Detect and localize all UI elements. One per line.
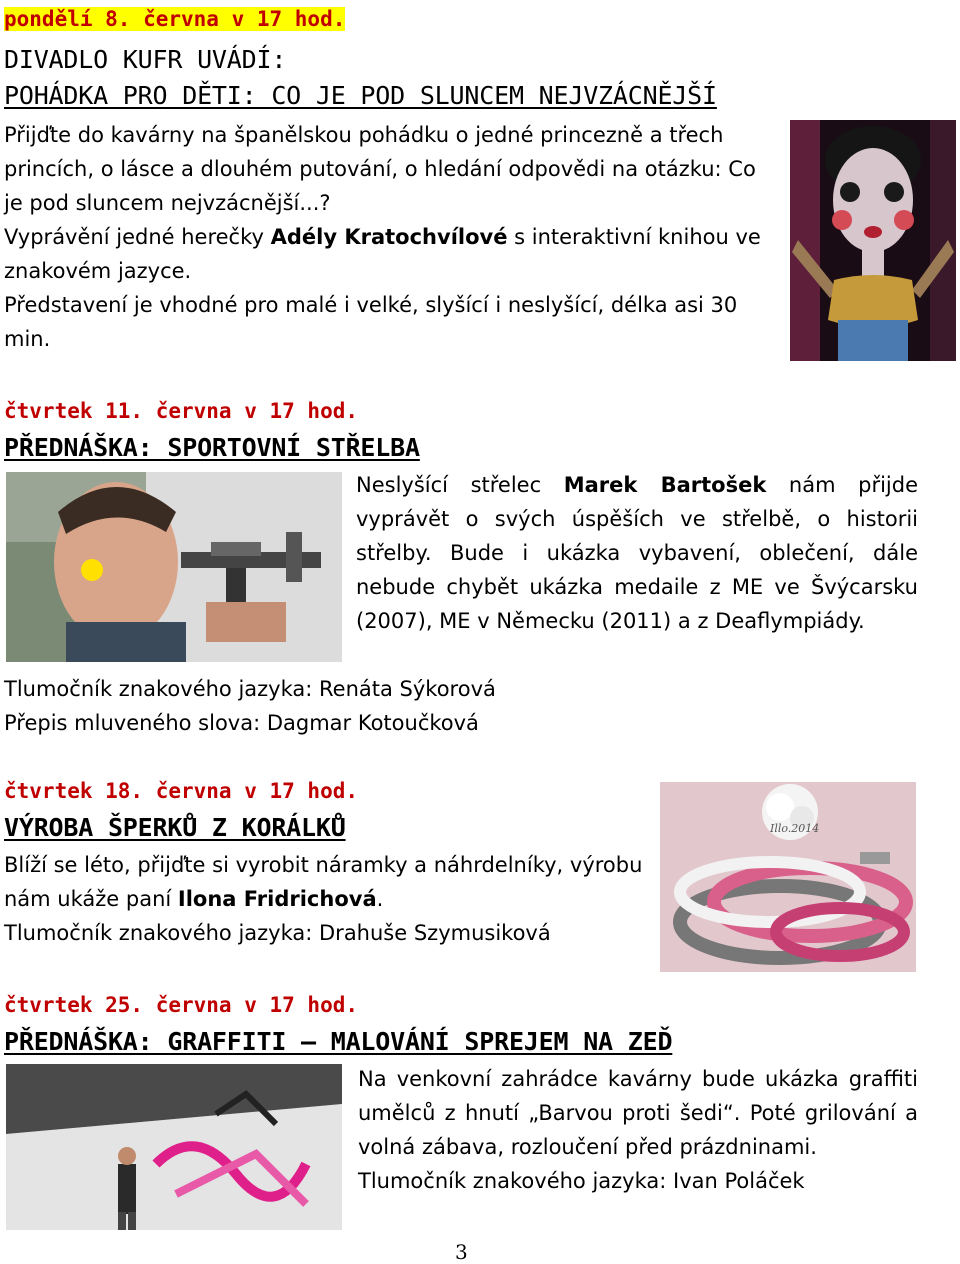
- event2-title: PŘEDNÁŠKA: SPORTOVNÍ STŘELBA: [4, 433, 420, 462]
- event3-paragraph: Blíží se léto, přijďte si vyrobit náramky a náhrdelníky, výrobu nám ukáže paní Ilona Fridrichová.: [4, 853, 643, 911]
- event1-paragraph: Vyprávění jedné herečky Adély Kratochvílové s interaktivní knihou ve znakovém jazyce.: [4, 225, 761, 283]
- event1-paragraph: Přijďte do kavárny na španělskou pohádku o jedné princezně a třech princích, o lásce a dlouhém putování, o hledání odpovědi na otázku: Co je pod sluncem nejvzácnější...?: [4, 123, 756, 215]
- instructor-name: Ilona Fridrichová: [177, 887, 377, 911]
- event2-interpreter: Tlumočník znakového jazyka: Renáta Sýkorová: [4, 677, 496, 701]
- photo-watermark: Illo.2014: [770, 822, 820, 835]
- event1-description: [4, 118, 776, 356]
- event1-title: POHÁDKA PRO DĚTI: CO JE POD SLUNCEM NEJVZÁCNĚJŠÍ: [4, 81, 717, 110]
- event3-title: VÝROBA ŠPERKŮ Z KORÁLKŮ: [4, 813, 346, 842]
- event3-interpreter: Tlumočník znakového jazyka: Drahuše Szymusiková: [4, 921, 551, 945]
- event4-date: čtvrtek 25. června v 17 hod.: [4, 993, 359, 1017]
- event4-title: PŘEDNÁŠKA: GRAFFITI – MALOVÁNÍ SPREJEM NA ZEĎ: [4, 1027, 673, 1056]
- event4-description: [358, 1062, 918, 1198]
- event1-date: pondělí 8. června v 17 hod.: [4, 7, 346, 31]
- event4-interpreter: Tlumočník znakového jazyka: Ivan Poláček: [358, 1169, 805, 1193]
- event3-date: čtvrtek 18. června v 17 hod.: [4, 779, 359, 803]
- event2-description: [356, 468, 918, 638]
- event2-transcript: Přepis mluveného slova: Dagmar Kotoučková: [4, 711, 479, 735]
- event2-date: čtvrtek 11. června v 17 hod.: [4, 399, 359, 423]
- jewelry-photo: [660, 782, 916, 972]
- puppet-photo: [790, 120, 956, 361]
- performer-name: Adély Kratochvílové: [270, 225, 508, 249]
- page-number: 3: [455, 1240, 468, 1264]
- event1-presenter: DIVADLO KUFR UVÁDÍ:: [4, 45, 287, 74]
- event1-paragraph: Představení je vhodné pro malé i velké, slyšící i neslyšící, délka asi 30 min.: [4, 293, 738, 351]
- event2-paragraph: Neslyšící střelec Marek Bartošek nám přijde vyprávět o svých úspěších ve střelbě, o historii střelby. Bude i ukázka vybavení, oblečení, dále nebude chybět ukázka medaile z ME ve Švýcarsku (2007), ME v Německu (2011) a z Deaflympiády.: [356, 473, 919, 633]
- event3-description: [4, 848, 654, 950]
- graffiti-photo: [6, 1064, 342, 1230]
- speaker-name: Marek Bartošek: [563, 473, 767, 497]
- shooter-photo: [6, 472, 342, 662]
- event4-paragraph: Na venkovní zahrádce kavárny bude ukázka graffiti umělců z hnutí „Barvou proti šedi“. Poté grilování a volná zábava, rozloučení před prázdninami.: [358, 1067, 918, 1159]
